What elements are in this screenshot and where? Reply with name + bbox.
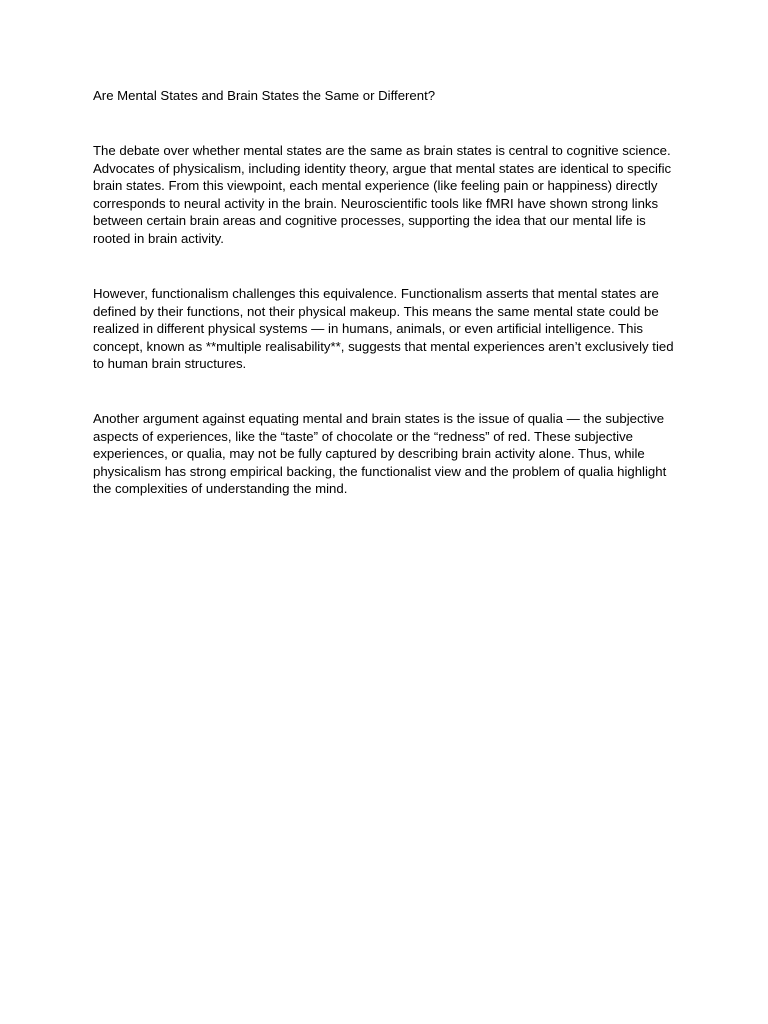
paragraph-functionalism: However, functionalism challenges this equivalence. Functionalism asserts that mental states are defined by their functions, not their physical makeup. This means the same mental state could be realized in different physical systems — in humans, animals, or even artificial intelligence. This concept, known as **multiple realisability**, suggests that mental experiences aren’t exclusively tied to human brain structures.: [93, 286, 674, 372]
paragraph-physicalism: The debate over whether mental states are the same as brain states is central to cognitive science. Advocates of physicalism, including identity theory, argue that mental states are identical to specific brain states. From this viewpoint, each mental experience (like feeling pain or happiness) directly corresponds to neural activity in the brain. Neuroscientific tools like fMRI have shown strong links between certain brain areas and cognitive processes, supporting the idea that our mental life is rooted in brain activity.: [93, 143, 672, 246]
paragraph-qualia: Another argument against equating mental and brain states is the issue of qualia — the subjective aspects of experiences, like the “taste” of chocolate or the “redness” of red. These subjective experiences, or qualia, may not be fully captured by describing brain activity alone. Thus, while physicalism has strong empirical backing, the functionalist view and the problem of qualia highlight the complexities of understanding the mind.: [93, 411, 667, 497]
document-title: Are Mental States and Brain States the Same or Different?: [93, 88, 436, 103]
